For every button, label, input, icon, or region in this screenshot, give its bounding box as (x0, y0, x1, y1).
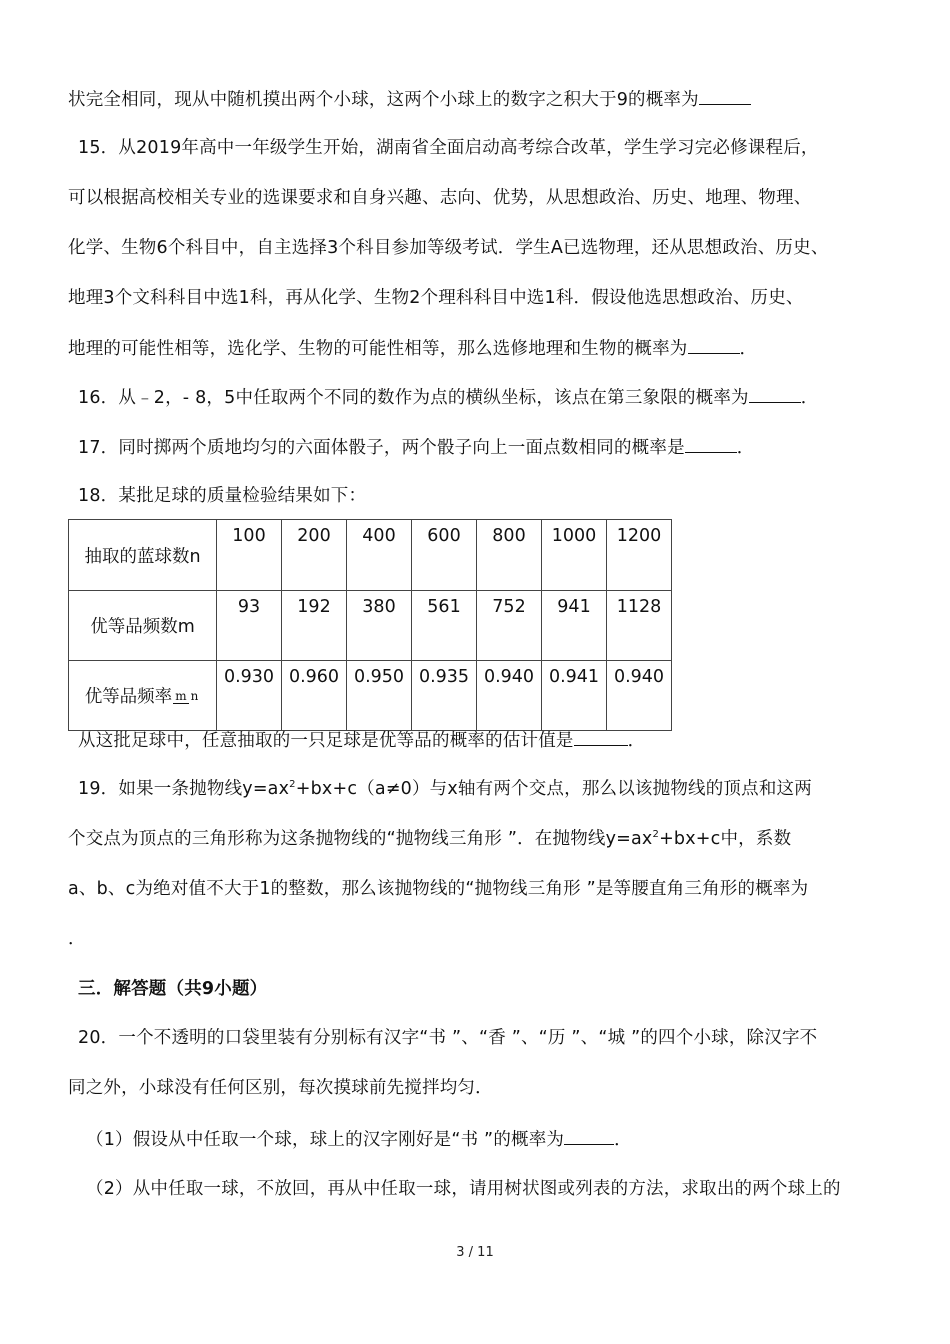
question-14-tail (68, 86, 751, 113)
table-cell: 600 (412, 520, 477, 591)
row-header-label: 优等品频率 (84, 687, 173, 707)
table-cell: 941 (542, 591, 607, 661)
question-15-line-4: 地理3个文科科目中选1科，再从化学、生物2个理科科目中选1科．假设他选思想政治、历史、 (68, 288, 804, 308)
fraction-denominator: n (190, 689, 199, 703)
superscript: 2 (652, 829, 660, 840)
answer-blank (688, 335, 740, 354)
question-20-line-1: 20．一个不透明的口袋里装有分别标有汉字“书 ”、“香 ”、“历 ”、“城 ”的四个小球，除汉字不 (78, 1028, 818, 1048)
question-text: （1）假设从中任取一个球，球上的汉字刚好是“书 ”的概率为 (86, 1130, 565, 1150)
answer-blank (564, 1126, 614, 1145)
question-20-part-2: （2）从中任取一球，不放回，再从中任取一球，请用树状图或列表的方法，求取出的两个球上的 (86, 1179, 841, 1199)
table-cell: 380 (347, 591, 412, 661)
answer-blank (749, 384, 801, 403)
period: ． (627, 731, 646, 751)
table-cell: 400 (347, 520, 412, 591)
table-cell: 93 (217, 591, 282, 661)
superscript: 2 (289, 779, 296, 790)
table-cell: 0.960 (282, 661, 347, 731)
question-20-line-2: 同之外，小球没有任何区别，每次摸球前先搅拌均匀． (68, 1078, 493, 1098)
question-19-line-4: ． (68, 929, 86, 949)
table-row (69, 661, 672, 731)
answer-blank (699, 86, 751, 105)
question-text: +bx+c（a≠0）与x轴有两个交点，那么以该抛物线的顶点和这两 (295, 779, 812, 799)
table-cell: 192 (282, 591, 347, 661)
question-18-ask (78, 727, 645, 754)
row-header (69, 661, 217, 731)
table-cell: 0.950 (347, 661, 412, 731)
question-text: 从这批足球中，任意抽取的一只足球是优等品的概率的估计值是 (78, 731, 574, 751)
question-16 (78, 384, 818, 411)
period: ． (614, 1130, 632, 1150)
question-19-line-2 (68, 826, 791, 852)
answer-blank (685, 434, 737, 453)
question-15-line-5 (68, 335, 757, 362)
section-heading: 三．解答题（共9小题） (78, 979, 268, 999)
answer-blank (574, 727, 628, 746)
fraction-numerator: m (175, 689, 187, 703)
question-text: 17．同时掷两个质地均匀的六面体骰子，两个骰子向上一面点数相同的概率是 (78, 438, 685, 458)
fraction-m-over-n (173, 690, 200, 704)
table-cell: 752 (477, 591, 542, 661)
row-header (69, 591, 217, 661)
question-text: 状完全相同，现从中随机摸出两个小球，这两个小球上的数字之积大于9的概率为 (68, 90, 699, 110)
quality-table (68, 519, 672, 731)
period: ． (739, 339, 758, 359)
question-text: +bx+c中，系数 (659, 829, 792, 849)
table-cell: 800 (477, 520, 542, 591)
table-cell: 1200 (607, 520, 672, 591)
question-text: 19．如果一条抛物线y=ax (78, 779, 290, 799)
table-cell: 561 (412, 591, 477, 661)
table-cell: 0.940 (477, 661, 542, 731)
question-15-line-1: 15．从2019年高中一年级学生开始，湖南省全面启动高考综合改革，学生学习完必修课程后， (78, 138, 819, 158)
table-cell: 1000 (542, 520, 607, 591)
table-cell: 1128 (607, 591, 672, 661)
period: ． (736, 438, 755, 458)
table-cell: 200 (282, 520, 347, 591)
table-cell: 0.940 (607, 661, 672, 731)
question-text: 16．从﹣2，- 8，5中任取两个不同的数作为点的横纵坐标，该点在第三象限的概率为 (78, 388, 749, 408)
table-row (69, 591, 672, 661)
question-18: 18．某批足球的质量检验结果如下： (78, 486, 367, 506)
period: ． (800, 388, 819, 408)
table-cell: 0.935 (412, 661, 477, 731)
page-number: 3 / 11 (456, 1245, 494, 1260)
question-15-line-3: 化学、生物6个科目中，自主选择3个科目参加等级考试．学生A已选物理，还从思想政治、历史、 (68, 238, 829, 258)
row-header-label: 抽取的蓝球数n (84, 546, 201, 567)
question-19-line-1 (78, 776, 812, 802)
question-19-line-3: a、b、c为绝对值不大于1的整数，那么该抛物线的“抛物线三角形 ”是等腰直角三角形的概率为 (68, 879, 809, 899)
table-cell: 100 (217, 520, 282, 591)
row-header-label: 优等品频数m (90, 617, 195, 637)
question-20-part-1 (86, 1126, 632, 1153)
table-cell: 0.941 (542, 661, 607, 731)
question-15-line-2: 可以根据高校相关专业的选课要求和自身兴趣、志向、优势，从思想政治、历史、地理、物理、 (68, 188, 812, 208)
table-row (69, 520, 672, 591)
table-cell: 0.930 (217, 661, 282, 731)
row-header (69, 520, 217, 591)
question-17 (78, 434, 754, 461)
question-text: 个交点为顶点的三角形称为这条抛物线的“抛物线三角形 ”．在抛物线y=ax (68, 829, 653, 849)
question-text: 地理的可能性相等，选化学、生物的可能性相等，那么选修地理和生物的概率为 (68, 339, 688, 359)
